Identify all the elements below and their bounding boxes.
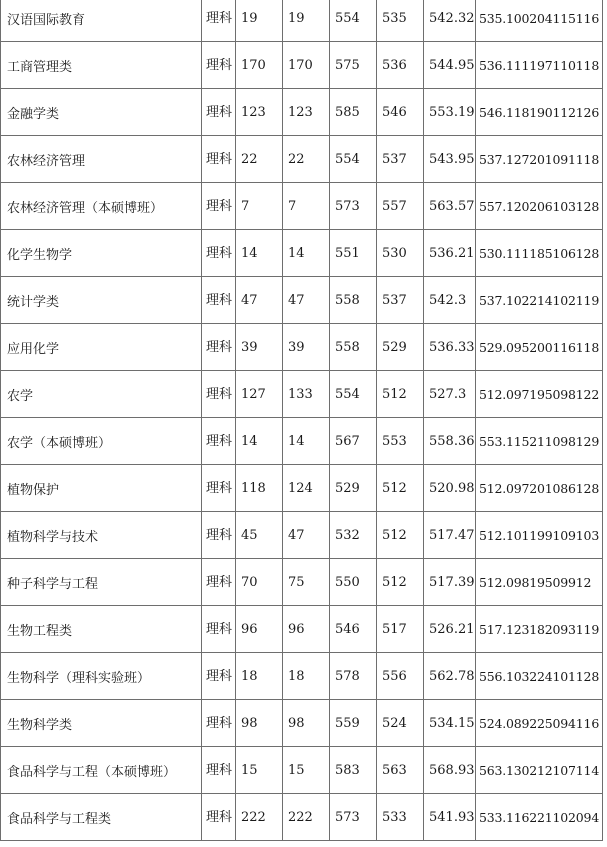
avg-score-cell: 542.3	[424, 277, 476, 324]
major-cell: 统计学类	[1, 277, 202, 324]
min-score-cell: 512	[377, 465, 424, 512]
enrolled-count-cell: 98	[283, 700, 330, 747]
subject-cell: 理科	[202, 324, 236, 371]
subject-cell: 理科	[202, 136, 236, 183]
subject-cell: 理科	[202, 89, 236, 136]
subject-cell: 理科	[202, 42, 236, 89]
plan-count-cell: 127	[236, 371, 283, 418]
plan-count-cell: 222	[236, 794, 283, 841]
min-score-code-cell: 563.130212107114	[476, 747, 603, 794]
min-score-cell: 533	[377, 794, 424, 841]
min-score-cell: 529	[377, 324, 424, 371]
enrolled-count-cell: 133	[283, 371, 330, 418]
min-score-code-cell: 512.09819509912	[476, 559, 603, 606]
plan-count-cell: 14	[236, 230, 283, 277]
plan-count-cell: 123	[236, 89, 283, 136]
max-score-cell: 554	[330, 136, 377, 183]
min-score-cell: 517	[377, 606, 424, 653]
major-cell: 食品科学与工程类	[1, 794, 202, 841]
major-cell: 金融学类	[1, 89, 202, 136]
table-row	[1, 747, 603, 794]
min-score-code-cell: 546.118190112126	[476, 89, 603, 136]
max-score-cell: 558	[330, 277, 377, 324]
plan-count-cell: 118	[236, 465, 283, 512]
subject-cell: 理科	[202, 465, 236, 512]
major-cell: 应用化学	[1, 324, 202, 371]
subject-cell: 理科	[202, 371, 236, 418]
min-score-code-cell: 530.111185106128	[476, 230, 603, 277]
enrolled-count-cell: 96	[283, 606, 330, 653]
table-row	[1, 136, 603, 183]
max-score-cell: 583	[330, 747, 377, 794]
plan-count-cell: 98	[236, 700, 283, 747]
subject-cell: 理科	[202, 230, 236, 277]
min-score-cell: 512	[377, 512, 424, 559]
table-row	[1, 418, 603, 465]
major-cell: 生物科学（理科实验班）	[1, 653, 202, 700]
plan-count-cell: 170	[236, 42, 283, 89]
subject-cell: 理科	[202, 418, 236, 465]
max-score-cell: 585	[330, 89, 377, 136]
table-row	[1, 42, 603, 89]
table-body	[1, 0, 603, 841]
avg-score-cell: 558.36	[424, 418, 476, 465]
avg-score-cell: 517.39	[424, 559, 476, 606]
plan-count-cell: 45	[236, 512, 283, 559]
subject-cell: 理科	[202, 0, 236, 42]
major-cell: 工商管理类	[1, 42, 202, 89]
plan-count-cell: 22	[236, 136, 283, 183]
avg-score-cell: 534.15	[424, 700, 476, 747]
enrolled-count-cell: 47	[283, 512, 330, 559]
min-score-code-cell: 512.097195098122	[476, 371, 603, 418]
avg-score-cell: 527.3	[424, 371, 476, 418]
subject-cell: 理科	[202, 512, 236, 559]
avg-score-cell: 520.98	[424, 465, 476, 512]
subject-cell: 理科	[202, 747, 236, 794]
plan-count-cell: 18	[236, 653, 283, 700]
max-score-cell: 559	[330, 700, 377, 747]
enrolled-count-cell: 14	[283, 418, 330, 465]
min-score-cell: 553	[377, 418, 424, 465]
min-score-cell: 556	[377, 653, 424, 700]
min-score-code-cell: 556.103224101128	[476, 653, 603, 700]
max-score-cell: 558	[330, 324, 377, 371]
avg-score-cell: 542.32	[424, 0, 476, 42]
enrolled-count-cell: 124	[283, 465, 330, 512]
major-cell: 植物保护	[1, 465, 202, 512]
max-score-cell: 551	[330, 230, 377, 277]
subject-cell: 理科	[202, 606, 236, 653]
plan-count-cell: 7	[236, 183, 283, 230]
min-score-code-cell: 535.100204115116	[476, 0, 603, 42]
max-score-cell: 573	[330, 183, 377, 230]
avg-score-cell: 536.33	[424, 324, 476, 371]
min-score-code-cell: 533.116221102094	[476, 794, 603, 841]
table-row	[1, 700, 603, 747]
avg-score-cell: 536.21	[424, 230, 476, 277]
major-cell: 生物科学类	[1, 700, 202, 747]
avg-score-cell: 517.47	[424, 512, 476, 559]
table-row	[1, 653, 603, 700]
min-score-cell: 530	[377, 230, 424, 277]
plan-count-cell: 39	[236, 324, 283, 371]
table-row	[1, 465, 603, 512]
avg-score-cell: 553.19	[424, 89, 476, 136]
table-row	[1, 559, 603, 606]
max-score-cell: 578	[330, 653, 377, 700]
min-score-cell: 535	[377, 0, 424, 42]
table-row	[1, 794, 603, 841]
enrolled-count-cell: 7	[283, 183, 330, 230]
max-score-cell: 554	[330, 0, 377, 42]
table-row	[1, 277, 603, 324]
plan-count-cell: 19	[236, 0, 283, 42]
min-score-cell: 546	[377, 89, 424, 136]
table-row	[1, 183, 603, 230]
avg-score-cell: 563.57	[424, 183, 476, 230]
enrolled-count-cell: 170	[283, 42, 330, 89]
major-cell: 农学	[1, 371, 202, 418]
min-score-cell: 512	[377, 371, 424, 418]
table-row	[1, 89, 603, 136]
major-cell: 农林经济管理（本硕博班）	[1, 183, 202, 230]
enrolled-count-cell: 19	[283, 0, 330, 42]
enrolled-count-cell: 47	[283, 277, 330, 324]
max-score-cell: 550	[330, 559, 377, 606]
avg-score-cell: 544.95	[424, 42, 476, 89]
enrolled-count-cell: 22	[283, 136, 330, 183]
table-row	[1, 0, 603, 42]
major-cell: 化学生物学	[1, 230, 202, 277]
min-score-cell: 557	[377, 183, 424, 230]
max-score-cell: 546	[330, 606, 377, 653]
min-score-cell: 537	[377, 136, 424, 183]
subject-cell: 理科	[202, 653, 236, 700]
table-row	[1, 230, 603, 277]
max-score-cell: 575	[330, 42, 377, 89]
max-score-cell: 567	[330, 418, 377, 465]
plan-count-cell: 70	[236, 559, 283, 606]
table-row	[1, 324, 603, 371]
subject-cell: 理科	[202, 559, 236, 606]
subject-cell: 理科	[202, 183, 236, 230]
enrolled-count-cell: 75	[283, 559, 330, 606]
table-row	[1, 512, 603, 559]
min-score-code-cell: 517.123182093119	[476, 606, 603, 653]
table-row	[1, 606, 603, 653]
min-score-code-cell: 537.127201091118	[476, 136, 603, 183]
enrolled-count-cell: 15	[283, 747, 330, 794]
plan-count-cell: 15	[236, 747, 283, 794]
min-score-code-cell: 537.102214102119	[476, 277, 603, 324]
major-cell: 生物工程类	[1, 606, 202, 653]
table-row	[1, 371, 603, 418]
enrolled-count-cell: 222	[283, 794, 330, 841]
plan-count-cell: 14	[236, 418, 283, 465]
min-score-cell: 524	[377, 700, 424, 747]
min-score-code-cell: 536.111197110118	[476, 42, 603, 89]
min-score-code-cell: 553.115211098129	[476, 418, 603, 465]
enrolled-count-cell: 123	[283, 89, 330, 136]
min-score-code-cell: 524.089225094116	[476, 700, 603, 747]
major-cell: 农学（本硕博班）	[1, 418, 202, 465]
enrolled-count-cell: 39	[283, 324, 330, 371]
enrolled-count-cell: 14	[283, 230, 330, 277]
avg-score-cell: 543.95	[424, 136, 476, 183]
avg-score-cell: 568.93	[424, 747, 476, 794]
avg-score-cell: 526.21	[424, 606, 476, 653]
subject-cell: 理科	[202, 277, 236, 324]
major-cell: 农林经济管理	[1, 136, 202, 183]
avg-score-cell: 541.93	[424, 794, 476, 841]
min-score-cell: 537	[377, 277, 424, 324]
min-score-code-cell: 529.095200116118	[476, 324, 603, 371]
subject-cell: 理科	[202, 794, 236, 841]
major-cell: 汉语国际教育	[1, 0, 202, 42]
min-score-cell: 512	[377, 559, 424, 606]
min-score-code-cell: 512.097201086128	[476, 465, 603, 512]
major-cell: 食品科学与工程（本硕博班）	[1, 747, 202, 794]
major-cell: 种子科学与工程	[1, 559, 202, 606]
max-score-cell: 529	[330, 465, 377, 512]
max-score-cell: 573	[330, 794, 377, 841]
subject-cell: 理科	[202, 700, 236, 747]
min-score-cell: 563	[377, 747, 424, 794]
min-score-cell: 536	[377, 42, 424, 89]
max-score-cell: 532	[330, 512, 377, 559]
plan-count-cell: 96	[236, 606, 283, 653]
enrolled-count-cell: 18	[283, 653, 330, 700]
max-score-cell: 554	[330, 371, 377, 418]
plan-count-cell: 47	[236, 277, 283, 324]
min-score-code-cell: 557.120206103128	[476, 183, 603, 230]
avg-score-cell: 562.78	[424, 653, 476, 700]
min-score-code-cell: 512.101199109103	[476, 512, 603, 559]
major-cell: 植物科学与技术	[1, 512, 202, 559]
